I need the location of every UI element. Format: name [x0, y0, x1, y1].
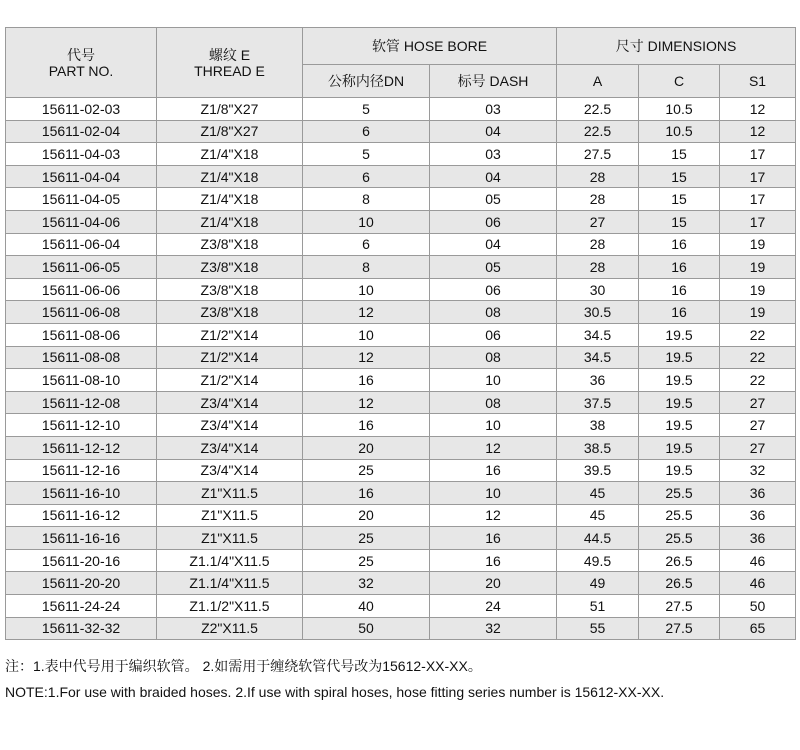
cell-thread: Z1.1/2"X11.5: [157, 595, 303, 618]
table-row: [6, 165, 796, 188]
cell-a: 22.5: [557, 120, 639, 143]
table-row: [6, 414, 796, 437]
cell-a: 28: [557, 256, 639, 279]
cell-s1: 46: [720, 572, 796, 595]
cell-thread: Z1/2"X14: [157, 369, 303, 392]
cell-s1: 22: [720, 369, 796, 392]
spec-table: [5, 27, 796, 640]
table-row: [6, 301, 796, 324]
header-part-no: [6, 28, 157, 98]
cell-part-no: 15611-16-10: [6, 482, 157, 505]
cell-c: 27.5: [639, 595, 720, 618]
cell-thread: Z3/8"X18: [157, 301, 303, 324]
cell-s1: 36: [720, 504, 796, 527]
cell-dash: 06: [430, 323, 557, 346]
cell-c: 25.5: [639, 504, 720, 527]
cell-thread: Z3/8"X18: [157, 278, 303, 301]
cell-dn: 25: [303, 527, 430, 550]
cell-c: 25.5: [639, 482, 720, 505]
cell-part-no: 15611-08-06: [6, 323, 157, 346]
cell-dn: 25: [303, 549, 430, 572]
cell-part-no: 15611-06-05: [6, 256, 157, 279]
cell-part-no: 15611-12-10: [6, 414, 157, 437]
cell-part-no: 15611-20-16: [6, 549, 157, 572]
cell-a: 30.5: [557, 301, 639, 324]
cell-c: 26.5: [639, 549, 720, 572]
cell-part-no: 15611-04-06: [6, 210, 157, 233]
table-row: [6, 617, 796, 640]
cell-part-no: 15611-16-12: [6, 504, 157, 527]
cell-thread: Z1"X11.5: [157, 527, 303, 550]
cell-thread: Z1.1/4"X11.5: [157, 549, 303, 572]
cell-s1: 19: [720, 256, 796, 279]
cell-dn: 25: [303, 459, 430, 482]
header-part-no-cn: 代号: [67, 46, 95, 63]
cell-part-no: 15611-04-03: [6, 143, 157, 166]
cell-dash: 06: [430, 210, 557, 233]
cell-a: 28: [557, 165, 639, 188]
cell-part-no: 15611-12-08: [6, 391, 157, 414]
cell-dn: 12: [303, 391, 430, 414]
cell-thread: Z1/2"X14: [157, 323, 303, 346]
cell-dash: 03: [430, 143, 557, 166]
cell-dash: 04: [430, 233, 557, 256]
cell-c: 19.5: [639, 346, 720, 369]
cell-s1: 36: [720, 482, 796, 505]
cell-dn: 16: [303, 414, 430, 437]
cell-dash: 12: [430, 436, 557, 459]
cell-s1: 19: [720, 233, 796, 256]
cell-dn: 8: [303, 188, 430, 211]
cell-c: 19.5: [639, 391, 720, 414]
cell-part-no: 15611-06-06: [6, 278, 157, 301]
cell-dash: 16: [430, 527, 557, 550]
header-part-no-en: PART NO.: [48, 62, 114, 79]
cell-s1: 17: [720, 165, 796, 188]
cell-s1: 19: [720, 278, 796, 301]
cell-dn: 6: [303, 233, 430, 256]
cell-dn: 40: [303, 595, 430, 618]
table-row: [6, 346, 796, 369]
cell-thread: Z1.1/4"X11.5: [157, 572, 303, 595]
cell-c: 19.5: [639, 369, 720, 392]
table-row: [6, 210, 796, 233]
cell-c: 16: [639, 256, 720, 279]
table-row: [6, 391, 796, 414]
header-thread-cn: 螺纹 E: [208, 46, 251, 63]
cell-dash: 08: [430, 391, 557, 414]
table-body: [6, 98, 796, 640]
header-thread: [157, 28, 303, 98]
cell-part-no: 15611-04-05: [6, 188, 157, 211]
cell-s1: 27: [720, 436, 796, 459]
cell-part-no: 15611-16-16: [6, 527, 157, 550]
cell-s1: 12: [720, 98, 796, 121]
cell-part-no: 15611-08-10: [6, 369, 157, 392]
cell-c: 19.5: [639, 323, 720, 346]
table-row: [6, 459, 796, 482]
cell-part-no: 15611-20-20: [6, 572, 157, 595]
header-s1: S1: [720, 65, 796, 98]
table-row: [6, 482, 796, 505]
cell-s1: 65: [720, 617, 796, 640]
header-c: C: [639, 65, 720, 98]
cell-thread: Z1/8"X27: [157, 120, 303, 143]
table-header: [6, 28, 796, 98]
table-row: [6, 595, 796, 618]
cell-thread: Z3/8"X18: [157, 256, 303, 279]
cell-c: 19.5: [639, 414, 720, 437]
cell-part-no: 15611-06-04: [6, 233, 157, 256]
cell-c: 27.5: [639, 617, 720, 640]
cell-a: 27.5: [557, 143, 639, 166]
table-row: [6, 527, 796, 550]
header-dn: 公称内径DN: [303, 65, 430, 98]
cell-s1: 36: [720, 527, 796, 550]
cell-dash: 10: [430, 414, 557, 437]
cell-a: 28: [557, 188, 639, 211]
cell-thread: Z1/4"X18: [157, 188, 303, 211]
cell-dn: 16: [303, 482, 430, 505]
cell-a: 34.5: [557, 323, 639, 346]
cell-c: 19.5: [639, 459, 720, 482]
table-row: [6, 233, 796, 256]
cell-dash: 03: [430, 98, 557, 121]
table-row: [6, 549, 796, 572]
cell-dash: 04: [430, 165, 557, 188]
cell-thread: Z1/2"X14: [157, 346, 303, 369]
cell-dn: 50: [303, 617, 430, 640]
cell-dash: 12: [430, 504, 557, 527]
table-row: [6, 436, 796, 459]
cell-c: 10.5: [639, 98, 720, 121]
cell-dn: 12: [303, 301, 430, 324]
table-row: [6, 143, 796, 166]
cell-part-no: 15611-02-04: [6, 120, 157, 143]
cell-dash: 04: [430, 120, 557, 143]
cell-part-no: 15611-12-12: [6, 436, 157, 459]
cell-s1: 12: [720, 120, 796, 143]
cell-thread: Z1/4"X18: [157, 143, 303, 166]
table-row: [6, 256, 796, 279]
cell-dash: 08: [430, 301, 557, 324]
table-row: [6, 504, 796, 527]
cell-dn: 32: [303, 572, 430, 595]
cell-part-no: 15611-08-08: [6, 346, 157, 369]
cell-dn: 12: [303, 346, 430, 369]
header-dash: 标号 DASH: [430, 65, 557, 98]
cell-thread: Z3/4"X14: [157, 459, 303, 482]
cell-c: 16: [639, 278, 720, 301]
cell-dn: 8: [303, 256, 430, 279]
cell-dn: 20: [303, 504, 430, 527]
cell-a: 55: [557, 617, 639, 640]
header-hose-bore: 软管 HOSE BORE: [303, 28, 557, 65]
note-cn: 注：1.表中代号用于编织软管。 2.如需用于缠绕软管代号改为15612-XX-XX。: [5, 658, 482, 674]
cell-thread: Z3/4"X14: [157, 436, 303, 459]
note-en: NOTE:1.For use with braided hoses. 2.If use with spiral hoses, hose fitting series number is 15612-XX-XX.: [5, 684, 665, 700]
cell-c: 15: [639, 165, 720, 188]
cell-dash: 08: [430, 346, 557, 369]
cell-a: 27: [557, 210, 639, 233]
cell-c: 10.5: [639, 120, 720, 143]
cell-dn: 20: [303, 436, 430, 459]
table-row: [6, 98, 796, 121]
cell-s1: 50: [720, 595, 796, 618]
cell-a: 36: [557, 369, 639, 392]
cell-dash: 06: [430, 278, 557, 301]
cell-a: 39.5: [557, 459, 639, 482]
cell-c: 19.5: [639, 436, 720, 459]
cell-s1: 22: [720, 346, 796, 369]
cell-c: 15: [639, 188, 720, 211]
table-row: [6, 120, 796, 143]
table-row: [6, 188, 796, 211]
cell-a: 49: [557, 572, 639, 595]
cell-dash: 05: [430, 256, 557, 279]
cell-thread: Z1/8"X27: [157, 98, 303, 121]
cell-c: 16: [639, 233, 720, 256]
cell-thread: Z1"X11.5: [157, 504, 303, 527]
table-row: [6, 572, 796, 595]
cell-s1: 32: [720, 459, 796, 482]
cell-dash: 24: [430, 595, 557, 618]
cell-a: 37.5: [557, 391, 639, 414]
cell-dn: 5: [303, 98, 430, 121]
cell-a: 38: [557, 414, 639, 437]
cell-thread: Z3/4"X14: [157, 391, 303, 414]
cell-dn: 10: [303, 278, 430, 301]
cell-dash: 10: [430, 482, 557, 505]
cell-dn: 16: [303, 369, 430, 392]
cell-thread: Z3/4"X14: [157, 414, 303, 437]
cell-part-no: 15611-02-03: [6, 98, 157, 121]
table-row: [6, 323, 796, 346]
cell-s1: 17: [720, 210, 796, 233]
cell-dash: 05: [430, 188, 557, 211]
cell-thread: Z2"X11.5: [157, 617, 303, 640]
cell-a: 30: [557, 278, 639, 301]
header-a: A: [557, 65, 639, 98]
cell-c: 25.5: [639, 527, 720, 550]
cell-c: 26.5: [639, 572, 720, 595]
cell-a: 22.5: [557, 98, 639, 121]
notes: [5, 653, 795, 705]
cell-dn: 10: [303, 210, 430, 233]
header-dimensions: 尺寸 DIMENSIONS: [557, 28, 796, 65]
table-row: [6, 369, 796, 392]
cell-s1: 22: [720, 323, 796, 346]
cell-s1: 27: [720, 391, 796, 414]
cell-thread: Z1/4"X18: [157, 165, 303, 188]
cell-part-no: 15611-06-08: [6, 301, 157, 324]
cell-s1: 17: [720, 143, 796, 166]
cell-a: 45: [557, 482, 639, 505]
cell-dash: 16: [430, 549, 557, 572]
table-row: [6, 278, 796, 301]
cell-a: 38.5: [557, 436, 639, 459]
cell-a: 44.5: [557, 527, 639, 550]
cell-part-no: 15611-12-16: [6, 459, 157, 482]
cell-thread: Z3/8"X18: [157, 233, 303, 256]
cell-s1: 17: [720, 188, 796, 211]
cell-a: 45: [557, 504, 639, 527]
cell-c: 16: [639, 301, 720, 324]
cell-dash: 16: [430, 459, 557, 482]
header-thread-en: THREAD E: [194, 62, 265, 79]
cell-thread: Z1/4"X18: [157, 210, 303, 233]
cell-dash: 32: [430, 617, 557, 640]
cell-part-no: 15611-24-24: [6, 595, 157, 618]
cell-part-no: 15611-04-04: [6, 165, 157, 188]
cell-dash: 20: [430, 572, 557, 595]
cell-dn: 6: [303, 120, 430, 143]
cell-dn: 10: [303, 323, 430, 346]
cell-a: 28: [557, 233, 639, 256]
cell-s1: 27: [720, 414, 796, 437]
cell-dash: 10: [430, 369, 557, 392]
cell-s1: 19: [720, 301, 796, 324]
cell-a: 34.5: [557, 346, 639, 369]
cell-thread: Z1"X11.5: [157, 482, 303, 505]
cell-dn: 6: [303, 165, 430, 188]
cell-dn: 5: [303, 143, 430, 166]
cell-part-no: 15611-32-32: [6, 617, 157, 640]
cell-s1: 46: [720, 549, 796, 572]
cell-a: 51: [557, 595, 639, 618]
cell-c: 15: [639, 210, 720, 233]
cell-c: 15: [639, 143, 720, 166]
cell-a: 49.5: [557, 549, 639, 572]
